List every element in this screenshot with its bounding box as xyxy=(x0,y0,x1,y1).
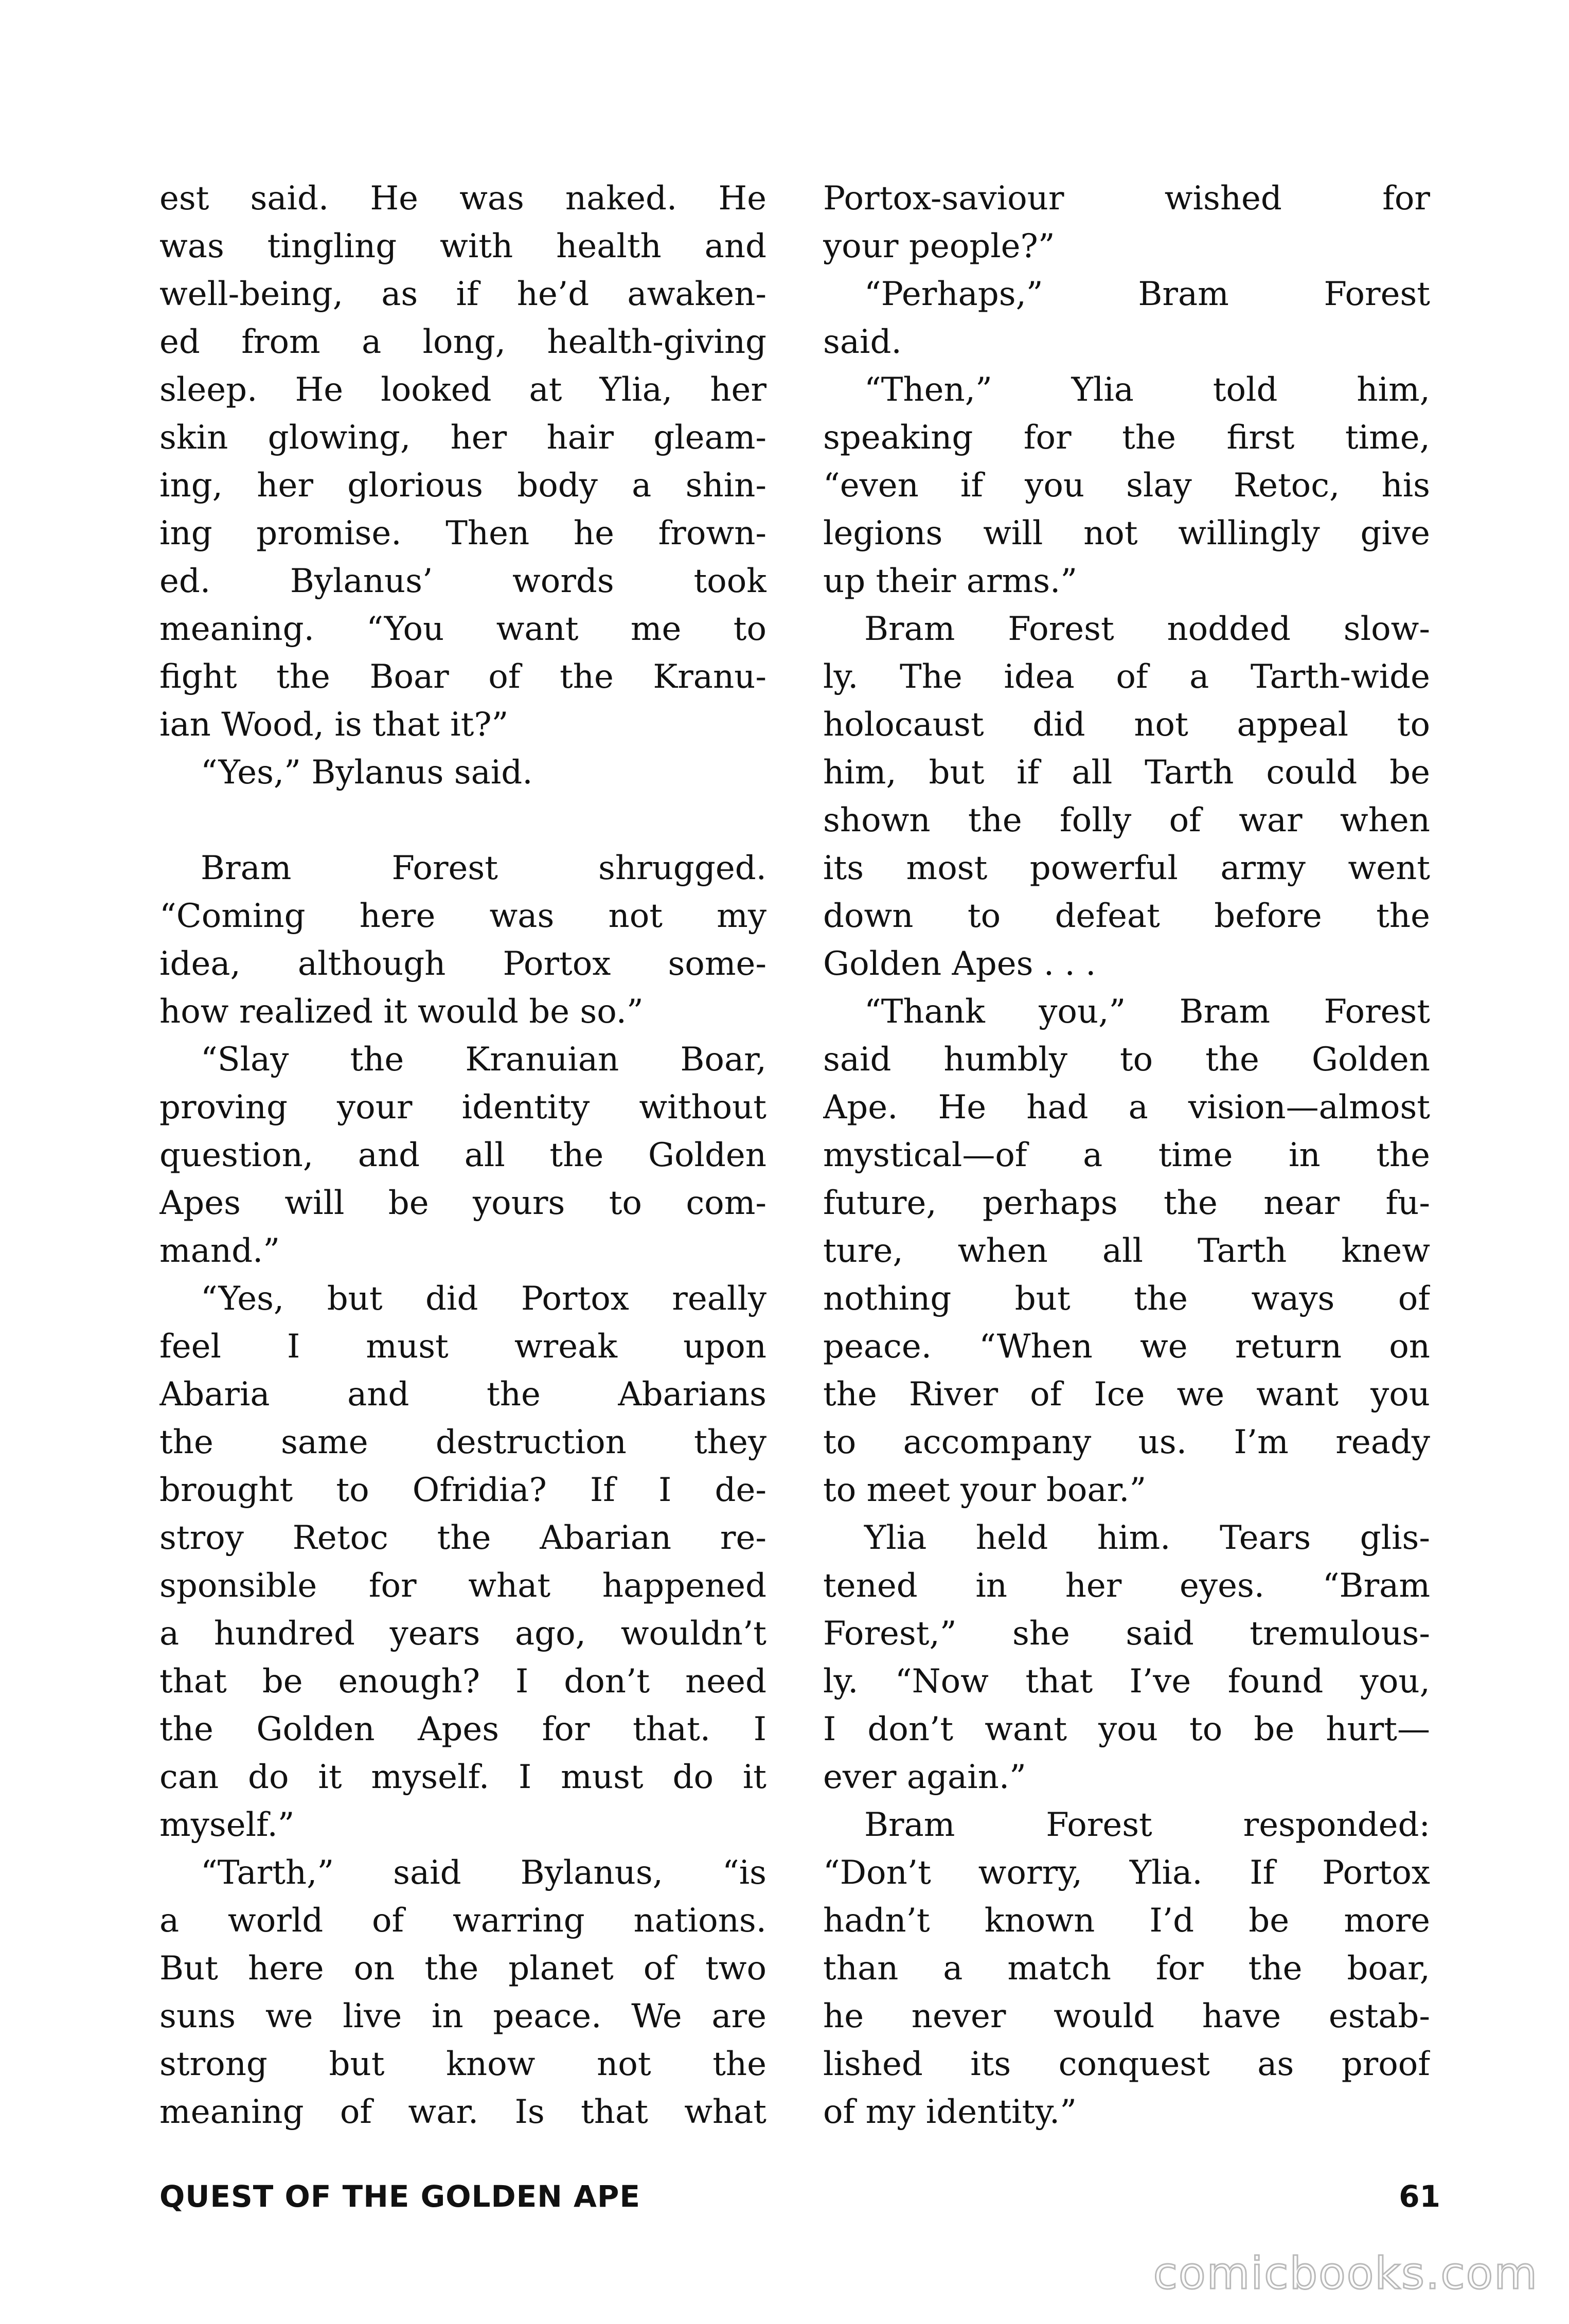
text-line: than a match for the boar, xyxy=(823,1950,1430,1988)
text-line: “even if you slay Retoc, his xyxy=(823,467,1430,505)
paragraph-gap xyxy=(159,797,766,845)
text-line: mand.” xyxy=(159,1232,280,1270)
text-line: him, but if all Tarth could be xyxy=(823,754,1430,792)
text-line: to accompany us. I’m ready xyxy=(823,1423,1430,1461)
text-line: skin glowing, her hair gleam- xyxy=(159,419,766,457)
text-line: suns we live in peace. We are xyxy=(159,1997,766,2035)
text-line: feel I must wreak upon xyxy=(159,1328,766,1366)
text-line: But here on the planet of two xyxy=(159,1950,766,1988)
text-line: Bram Forest nodded slow- xyxy=(864,610,1430,648)
text-line: “Yes,” Bylanus said. xyxy=(201,754,533,792)
text-line: Bram Forest shrugged. xyxy=(201,849,766,887)
text-line: strong but know not the xyxy=(159,2045,766,2083)
text-line: was tingling with health and xyxy=(159,227,766,265)
text-line: a hundred years ago, wouldn’t xyxy=(159,1615,766,1653)
text-line: ly. “Now that I’ve found you, xyxy=(823,1662,1430,1701)
text-line: ing promise. Then he frown- xyxy=(159,514,766,552)
text-line: sponsible for what happened xyxy=(159,1567,766,1605)
text-line: its most powerful army went xyxy=(823,849,1430,887)
page-number: 61 xyxy=(1399,2179,1440,2214)
right-text-column xyxy=(823,175,1430,2171)
text-line: said humbly to the Golden xyxy=(823,1041,1430,1079)
text-line: that be enough? I don’t need xyxy=(159,1662,766,1701)
text-line: speaking for the first time, xyxy=(823,419,1430,457)
text-line: your people?” xyxy=(823,227,1055,265)
text-line: Bram Forest responded: xyxy=(864,1806,1430,1844)
text-line: nothing but the ways of xyxy=(823,1280,1430,1318)
text-line: he never would have estab- xyxy=(823,1997,1430,2035)
text-line: legions will not willingly give xyxy=(823,514,1430,552)
text-line: ly. The idea of a Tarth-wide xyxy=(823,658,1430,696)
text-line: “Don’t worry, Ylia. If Portox xyxy=(823,1854,1430,1892)
text-line: “Yes, but did Portox really xyxy=(201,1280,766,1318)
text-line: down to defeat before the xyxy=(823,897,1430,935)
text-line: idea, although Portox some- xyxy=(159,945,766,983)
text-line: a world of warring nations. xyxy=(159,1902,766,1940)
text-line: up their arms.” xyxy=(823,562,1078,600)
text-line: ian Wood, is that it?” xyxy=(159,706,509,744)
text-line: said. xyxy=(823,323,902,361)
text-line: shown the folly of war when xyxy=(823,801,1430,839)
text-line: Ape. He had a vision—almost xyxy=(823,1088,1430,1127)
text-line: “Slay the Kranuian Boar, xyxy=(201,1041,766,1079)
text-line: proving your identity without xyxy=(159,1088,766,1127)
text-line: I don’t want you to be hurt— xyxy=(823,1710,1430,1748)
text-line: est said. He was naked. He xyxy=(159,180,766,218)
text-line: tened in her eyes. “Bram xyxy=(823,1567,1430,1605)
text-line: ever again.” xyxy=(823,1758,1026,1796)
text-line: fight the Boar of the Kranu- xyxy=(159,658,766,696)
text-line: brought to Ofridia? If I de- xyxy=(159,1471,766,1509)
text-line: the River of Ice we want you xyxy=(823,1375,1430,1414)
text-line: future, perhaps the near fu- xyxy=(823,1184,1430,1222)
text-line: “Coming here was not my xyxy=(159,897,766,935)
text-line: Abaria and the Abarians xyxy=(159,1375,766,1414)
text-line: Portox-saviour wished for xyxy=(823,180,1430,218)
text-line: mystical—of a time in the xyxy=(823,1136,1430,1174)
left-text-column xyxy=(159,175,766,2171)
text-line: question, and all the Golden xyxy=(159,1136,766,1174)
page-footer xyxy=(159,2173,1440,2220)
text-line: well-being, as if he’d awaken- xyxy=(159,275,766,313)
text-line: myself.” xyxy=(159,1806,295,1844)
running-title: QUEST OF THE GOLDEN APE xyxy=(159,2179,640,2214)
text-line: meaning of war. Is that what xyxy=(159,2093,766,2131)
text-line: peace. “When we return on xyxy=(823,1328,1430,1366)
text-line: lished its conquest as proof xyxy=(823,2045,1430,2083)
text-line: how realized it would be so.” xyxy=(159,993,644,1031)
text-line: to meet your boar.” xyxy=(823,1471,1147,1509)
text-line: of my identity.” xyxy=(823,2093,1077,2131)
text-line: “Thank you,” Bram Forest xyxy=(864,993,1430,1031)
text-line: ed from a long, health-giving xyxy=(159,323,766,361)
text-line: ture, when all Tarth knew xyxy=(823,1232,1430,1270)
text-line: ing, her glorious body a shin- xyxy=(159,467,766,505)
text-line: Golden Apes . . . xyxy=(823,945,1096,983)
text-line: “Tarth,” said Bylanus, “is xyxy=(201,1854,766,1892)
text-line: Apes will be yours to com- xyxy=(159,1184,766,1222)
site-watermark: comicbooks.com xyxy=(1153,2248,1538,2299)
text-line: can do it myself. I must do it xyxy=(159,1758,766,1796)
text-line: Ylia held him. Tears glis- xyxy=(864,1519,1430,1557)
text-line: the Golden Apes for that. I xyxy=(159,1710,766,1748)
text-line: Forest,” she said tremulous- xyxy=(823,1615,1430,1653)
text-line: ed. Bylanus’ words took xyxy=(159,562,766,600)
text-line: sleep. He looked at Ylia, her xyxy=(159,371,766,409)
text-line: the same destruction they xyxy=(159,1423,766,1461)
text-line: “Perhaps,” Bram Forest xyxy=(864,275,1430,313)
text-line: meaning. “You want me to xyxy=(159,610,766,648)
text-line: stroy Retoc the Abarian re- xyxy=(159,1519,766,1557)
text-line: “Then,” Ylia told him, xyxy=(864,371,1430,409)
text-line: holocaust did not appeal to xyxy=(823,706,1430,744)
text-line: hadn’t known I’d be more xyxy=(823,1902,1430,1940)
